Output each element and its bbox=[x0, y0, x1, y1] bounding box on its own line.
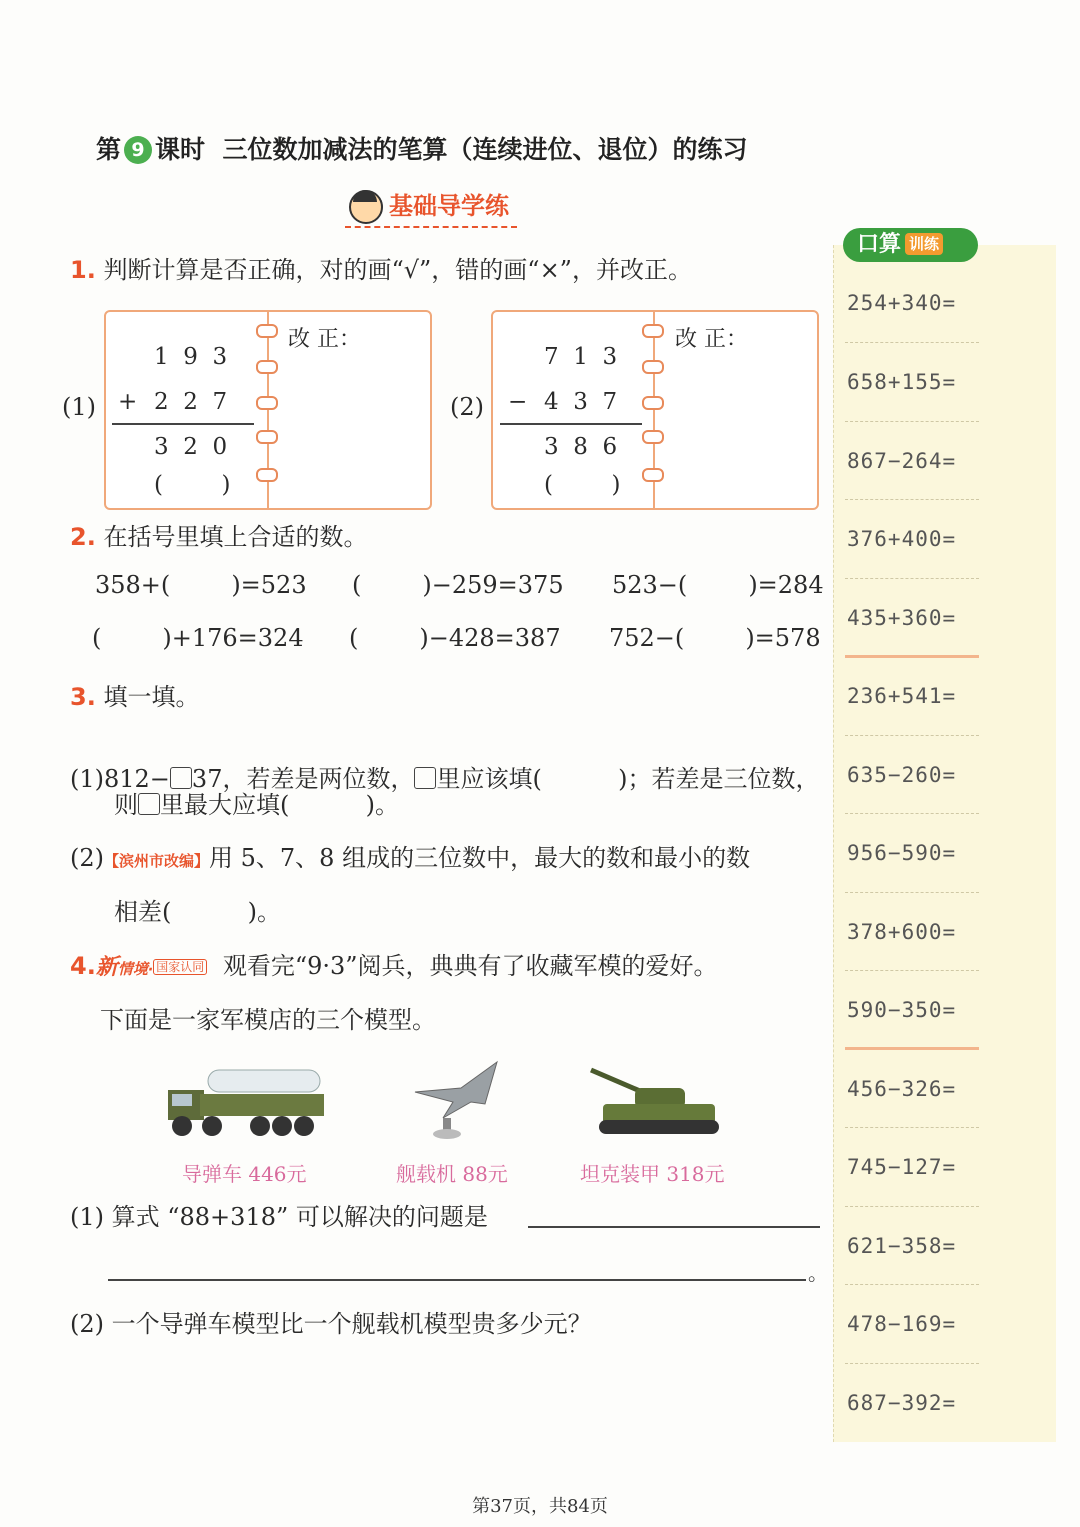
group-divider bbox=[845, 655, 979, 658]
q1-2-fix-label: 改 正： bbox=[675, 327, 748, 352]
tank-icon bbox=[585, 1064, 725, 1144]
blank-box[interactable] bbox=[138, 793, 160, 815]
q1-item-2-label: (2) bbox=[450, 393, 484, 421]
divider bbox=[845, 499, 979, 501]
divider bbox=[845, 1206, 979, 1208]
divider bbox=[845, 1127, 979, 1129]
oral-calc-item: 687−392= bbox=[847, 1391, 957, 1415]
group-divider bbox=[845, 1047, 979, 1050]
oral-calc-item: 956−590= bbox=[847, 841, 957, 865]
q2-eq-5[interactable]: ( )−428=387 bbox=[349, 624, 561, 652]
question-3: 3. 填一填。 bbox=[70, 683, 200, 711]
fighter-jet-icon bbox=[405, 1058, 505, 1144]
oral-calc-item: 376+400= bbox=[847, 527, 957, 551]
missile-truck-icon bbox=[160, 1062, 328, 1144]
q1-2-operator: − bbox=[508, 389, 528, 415]
model-price-tank: 坦克装甲 318元 bbox=[580, 1162, 725, 1186]
binder-ring-icon bbox=[256, 396, 278, 410]
q1-2-top-number: 7 1 3 bbox=[544, 344, 618, 370]
q3-part-2-line-1: (2)【滨州市改编】用 5、7、8 组成的三位数中，最大的数和最小的数 bbox=[70, 844, 751, 872]
q1-1-fix-label: 改 正： bbox=[288, 327, 361, 352]
page-number: 第37页，共84页 bbox=[472, 1496, 608, 1517]
q2-eq-6[interactable]: 752−( )=578 bbox=[609, 624, 821, 652]
binder-ring-icon bbox=[642, 360, 664, 374]
oral-calc-item: 635−260= bbox=[847, 763, 957, 787]
q4-part-2: (2) 一个导弹车模型比一个舰载机模型贵多少元？ bbox=[70, 1310, 592, 1338]
divider bbox=[845, 1284, 979, 1286]
q1-1-bottom-number: 2 2 7 bbox=[154, 389, 228, 415]
answer-line[interactable] bbox=[108, 1279, 806, 1281]
divider bbox=[845, 813, 979, 815]
section-heading: 基础导学练 bbox=[345, 186, 517, 228]
question-2: 2. 在括号里填上合适的数。 bbox=[70, 523, 368, 551]
question-4: 4.新情境· 国家认同 观看完“9·3”阅兵，典典有了收藏军模的爱好。 bbox=[70, 952, 718, 980]
oral-calc-item: 254+340= bbox=[847, 291, 957, 315]
oral-calc-item: 236+541= bbox=[847, 684, 957, 708]
new-context-tag: 新情境· 国家认同 bbox=[96, 955, 207, 980]
binder-ring-icon bbox=[642, 430, 664, 444]
q2-eq-1[interactable]: 358+( )=523 bbox=[95, 571, 307, 599]
answer-line[interactable] bbox=[528, 1226, 820, 1228]
oral-calc-item: 590−350= bbox=[847, 998, 957, 1022]
binder-ring-icon bbox=[642, 396, 664, 410]
divider bbox=[845, 892, 979, 894]
oral-calc-item: 435+360= bbox=[847, 606, 957, 630]
divider bbox=[845, 735, 979, 737]
q1-1-result: 3 2 0 bbox=[154, 434, 228, 460]
difference-line bbox=[500, 423, 642, 425]
q3-part-1-line-2: 则 里最大应填( )。 bbox=[114, 791, 400, 819]
q3-part-2-line-2: 相差( )。 bbox=[114, 898, 282, 926]
oral-calc-header: 口算 训练 bbox=[843, 228, 978, 262]
binder-ring-icon bbox=[256, 468, 278, 482]
q2-eq-4[interactable]: ( )+176=324 bbox=[92, 624, 304, 652]
q2-eq-3[interactable]: 523−( )=284 bbox=[612, 571, 824, 599]
blank-box[interactable] bbox=[414, 767, 436, 789]
q1-1-answer-paren[interactable]: ( ) bbox=[154, 472, 231, 498]
model-price-missile-truck: 导弹车 446元 bbox=[182, 1162, 307, 1186]
period-mark: 。 bbox=[808, 1261, 828, 1285]
oral-calc-item: 867−264= bbox=[847, 449, 957, 473]
q1-item-1-label: (1) bbox=[62, 393, 96, 421]
q4-part-1: (1) 算式 “88+318” 可以解决的问题是 bbox=[70, 1203, 488, 1231]
binder-ring-icon bbox=[256, 430, 278, 444]
oral-calc-item: 478−169= bbox=[847, 1312, 957, 1336]
divider bbox=[845, 342, 979, 344]
oral-calc-item: 456−326= bbox=[847, 1077, 957, 1101]
student-avatar-icon bbox=[349, 190, 383, 224]
q2-eq-2[interactable]: ( )−259=375 bbox=[352, 571, 564, 599]
page-title: 第 9 课时 三位数加减法的笔算（连续进位、退位）的练习 bbox=[96, 135, 748, 164]
binder-ring-icon bbox=[256, 360, 278, 374]
binder-ring-icon bbox=[642, 468, 664, 482]
q1-1-top-number: 1 9 3 bbox=[154, 344, 228, 370]
oral-calc-item: 745−127= bbox=[847, 1155, 957, 1179]
q1-2-answer-paren[interactable]: ( ) bbox=[544, 472, 621, 498]
oral-calc-item: 658+155= bbox=[847, 370, 957, 394]
q1-2-result: 3 8 6 bbox=[544, 434, 618, 460]
divider bbox=[845, 1363, 979, 1365]
q3-part-1-line-1: (1)812− 37，若差是两位数， 里应该填( )；若差是三位数， bbox=[70, 765, 820, 793]
question-1: 1. 判断计算是否正确，对的画“√”，错的画“×”，并改正。 bbox=[70, 256, 692, 284]
lesson-number-badge: 9 bbox=[124, 136, 152, 164]
model-price-fighter-jet: 舰载机 88元 bbox=[396, 1162, 508, 1186]
source-tag: 【滨州市改编】 bbox=[104, 852, 210, 870]
oral-calc-item: 621−358= bbox=[847, 1234, 957, 1258]
divider bbox=[845, 421, 979, 423]
sum-line bbox=[112, 423, 254, 425]
binder-ring-icon bbox=[642, 324, 664, 338]
binder-ring-icon bbox=[256, 324, 278, 338]
divider bbox=[845, 970, 979, 972]
oral-calc-item: 378+600= bbox=[847, 920, 957, 944]
q4-intro: 下面是一家军模店的三个模型。 bbox=[100, 1006, 436, 1034]
divider bbox=[845, 578, 979, 580]
q1-1-operator: + bbox=[118, 389, 138, 415]
q1-2-bottom-number: 4 3 7 bbox=[544, 389, 618, 415]
